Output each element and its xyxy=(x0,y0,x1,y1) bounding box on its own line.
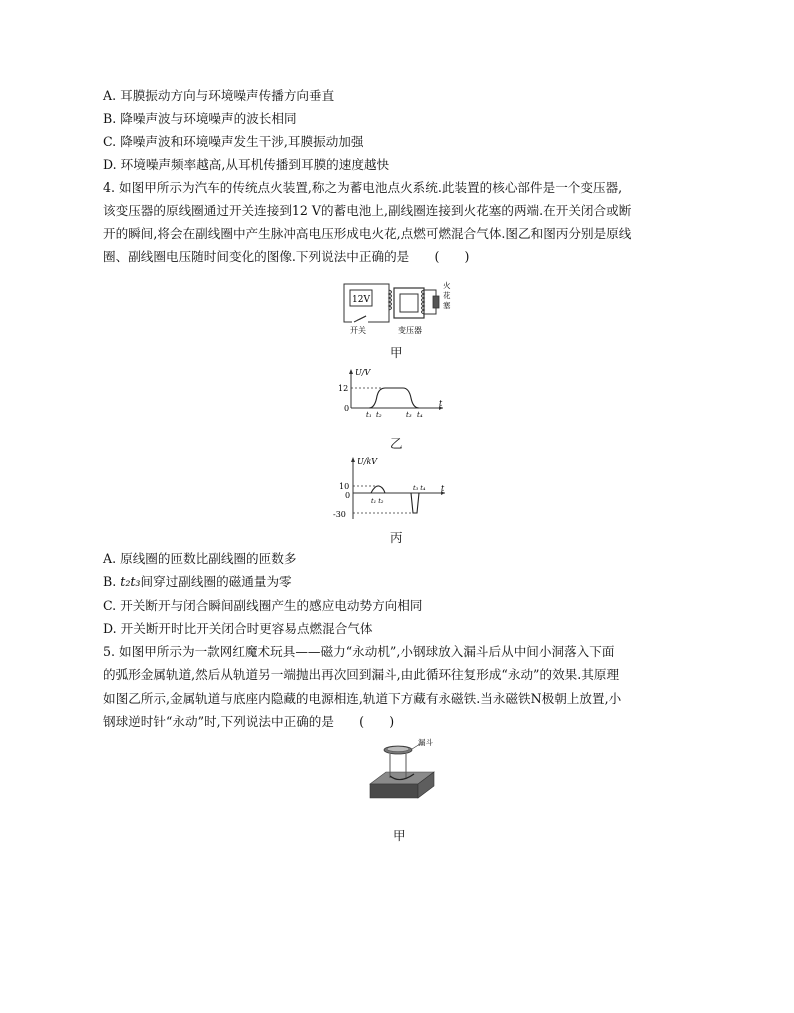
t1-t2-label: t₁ t₂ xyxy=(371,497,384,505)
q4-option-b-prefix: B. xyxy=(103,574,121,589)
t3-label: t₃ xyxy=(406,411,412,418)
q5-figure-caption: 甲 xyxy=(393,828,406,843)
transformer-label: 变压器 xyxy=(398,326,422,334)
t3-t4-label: t₃ t₄ xyxy=(413,484,426,492)
ylabel-u-kv: U/kV xyxy=(357,457,378,466)
y-tick-10: 10 xyxy=(339,482,350,491)
plug-label-3: 塞 xyxy=(443,301,451,310)
base-front xyxy=(370,784,418,798)
q4-stem-line3: 开的瞬间,将会在副线圈中产生脉冲高电压形成电火花,点燃可燃混合气体.图乙和图丙分别是原线 xyxy=(103,226,632,241)
funnel-label: 漏斗 xyxy=(418,738,433,747)
t-axis-label: t xyxy=(441,484,445,493)
battery-label: 12V xyxy=(352,295,370,305)
q5-stem-line2: 的弧形金属轨道,然后从轨道另一端抛出再次回到漏斗,由此循环往复形成“永动”的效果.其原理 xyxy=(103,667,620,682)
q4-option-b-text: 间穿过副线圈的磁通量为零 xyxy=(140,574,292,589)
q3-option-d: D. 环境噪声频率越高,从耳机传播到耳膜的速度越快 xyxy=(103,157,390,172)
q4-stem-line2: 该变压器的原线圈通过开关连接到12 V的蓄电池上,副线圈连接到火花塞的两端.在开关闭合或断 xyxy=(103,203,632,218)
figure-yi-caption: 乙 xyxy=(390,436,403,451)
q5-stem-line4: 钢球逆时针“永动”时,下列说法中正确的是 ( ) xyxy=(103,714,395,729)
ylabel-u-v: U/V xyxy=(355,368,371,377)
positive-pulse xyxy=(371,486,385,493)
voltage-curve xyxy=(369,388,419,408)
y-tick-0: 0 xyxy=(345,491,351,500)
q4-option-a: A. 原线圈的匝数比副线圈的匝数多 xyxy=(103,551,297,566)
plug-label-1: 火 xyxy=(443,281,451,290)
q5-stem-line3: 如图乙所示,金属轨道与底座内隐藏的电源相连,轨道下方藏有永磁铁.当永磁铁N极朝上放置,小 xyxy=(103,691,622,706)
q4-option-d: D. 开关断开时比开关闭合时更容易点燃混合气体 xyxy=(103,621,373,636)
q3-option-b: B. 降噪声波与环境噪声的波长相同 xyxy=(103,111,297,126)
q4-stem-line4: 圈、副线圈电压随时间变化的图像.下列说法中正确的是 ( ) xyxy=(103,249,470,264)
figure-bing-caption: 丙 xyxy=(390,530,403,545)
q4-option-b xyxy=(103,573,292,591)
spark-plug xyxy=(433,296,439,308)
perpetual-motion-toy-figure xyxy=(366,738,438,804)
y-tick-0: 0 xyxy=(344,404,350,413)
y-tick-minus30: -30 xyxy=(333,510,346,519)
t4-label: t₄ xyxy=(417,411,423,418)
secondary-coil xyxy=(422,290,425,314)
figure-jia-caption: 甲 xyxy=(390,345,403,360)
negative-pulse xyxy=(411,493,419,513)
q5-stem-line1: 5. 如图甲所示为一款网红魔术玩具——磁力“永动机”,小钢球放入漏斗后从中间小洞落入下面 xyxy=(103,644,615,659)
transformer-core xyxy=(394,288,424,318)
q3-option-a: A. 耳膜振动方向与环境噪声传播方向垂直 xyxy=(103,88,335,103)
t-axis-label: t xyxy=(439,399,443,408)
q4-option-b-interval: t₂t₃ xyxy=(120,574,141,589)
q4-option-c: C. 开关断开与闭合瞬间副线圈产生的感应电动势方向相同 xyxy=(103,598,423,613)
t1-label: t₁ xyxy=(366,411,372,418)
y-tick-12: 12 xyxy=(338,384,349,393)
t2-label: t₂ xyxy=(376,411,382,418)
ignition-circuit-figure xyxy=(336,276,466,334)
switch-label: 开关 xyxy=(350,326,366,334)
primary-voltage-graph xyxy=(335,366,447,418)
q4-stem-line1: 4. 如图甲所示为汽车的传统点火装置,称之为蓄电池点火系统.此装置的核心部件是一个变压器, xyxy=(103,180,623,195)
plug-label-2: 花 xyxy=(443,291,451,300)
secondary-voltage-graph xyxy=(331,455,449,521)
q3-option-c: C. 降噪声波和环境噪声发生干涉,耳膜振动加强 xyxy=(103,134,364,149)
